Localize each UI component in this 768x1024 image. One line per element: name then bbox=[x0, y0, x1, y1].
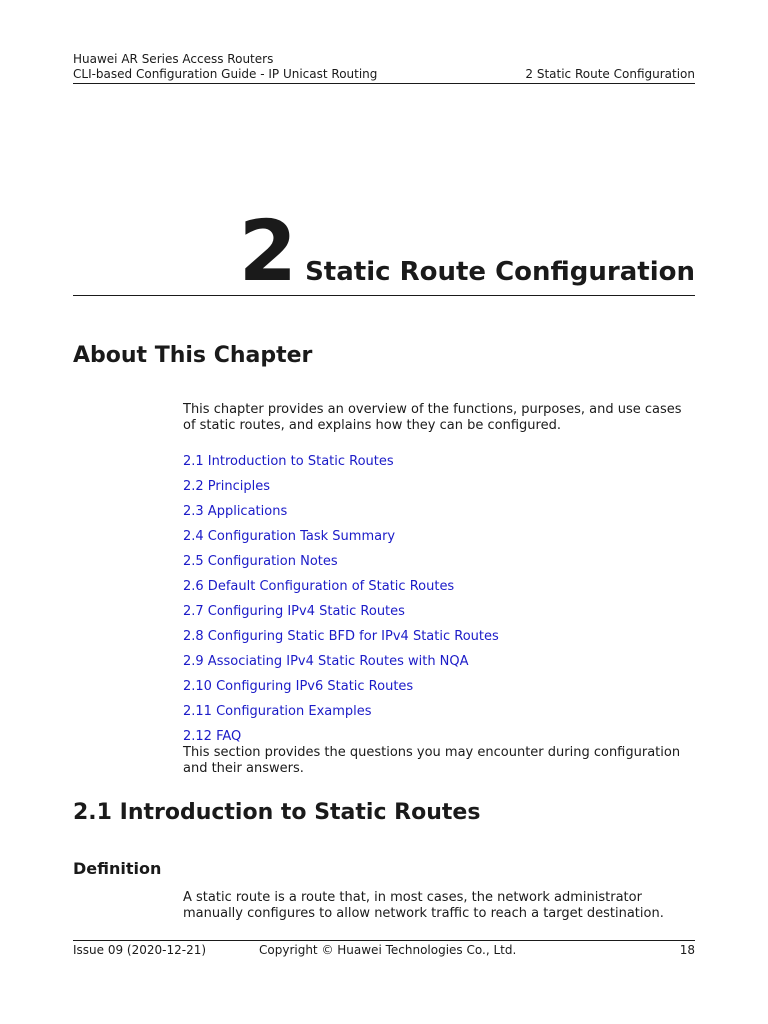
header-row bbox=[73, 67, 695, 84]
chapter-number: 2 bbox=[238, 202, 296, 300]
faq-description: This section provides the questions you may encounter during configuration and their answers. bbox=[183, 745, 681, 776]
toc-item bbox=[183, 704, 695, 729]
toc-item bbox=[183, 479, 695, 504]
about-paragraph: This chapter provides an overview of the functions, purposes, and use cases of static routes, and explains how they can be configured. bbox=[183, 402, 682, 433]
header-product: Huawei AR Series Access Routers bbox=[73, 52, 274, 66]
chapter-heading-inner bbox=[238, 202, 695, 300]
toc-link-2-2[interactable]: 2.2 Principles bbox=[183, 479, 271, 494]
toc-link-2-8[interactable]: 2.8 Configuring Static BFD for IPv4 Static Routes bbox=[183, 629, 499, 644]
toc-item bbox=[183, 654, 695, 679]
footer-page-number: 18 bbox=[679, 943, 695, 957]
toc-link-2-9[interactable]: 2.9 Associating IPv4 Static Routes with NQA bbox=[183, 654, 469, 669]
toc-item bbox=[183, 579, 695, 604]
subsection-heading: Definition bbox=[73, 859, 162, 878]
about-heading: About This Chapter bbox=[73, 343, 313, 368]
chapter-toc bbox=[183, 454, 695, 777]
toc-link-2-7[interactable]: 2.7 Configuring IPv4 Static Routes bbox=[183, 604, 405, 619]
toc-link-2-10[interactable]: 2.10 Configuring IPv6 Static Routes bbox=[183, 679, 414, 694]
toc-item bbox=[183, 629, 695, 654]
header-guide-title: CLI-based Configuration Guide - IP Unicast Routing bbox=[73, 67, 378, 81]
header-chapter-title: 2 Static Route Configuration bbox=[525, 67, 695, 81]
chapter-heading bbox=[73, 202, 695, 300]
footer-issue: Issue 09 (2020-12-21) bbox=[73, 943, 207, 957]
page-footer bbox=[73, 940, 695, 957]
toc-link-2-1[interactable]: 2.1 Introduction to Static Routes bbox=[183, 454, 394, 469]
toc-item bbox=[183, 729, 695, 777]
definition-paragraph: A static route is a route that, in most cases, the network administrator manually configures to allow network traffic to reach a target destination. bbox=[183, 890, 664, 921]
toc-link-2-4[interactable]: 2.4 Configuration Task Summary bbox=[183, 529, 396, 544]
toc-link-2-12[interactable]: 2.12 FAQ bbox=[183, 729, 242, 744]
toc-item bbox=[183, 529, 695, 554]
toc-link-2-11[interactable]: 2.11 Configuration Examples bbox=[183, 704, 372, 719]
toc-item bbox=[183, 454, 695, 479]
toc-item bbox=[183, 604, 695, 629]
toc-link-2-5[interactable]: 2.5 Configuration Notes bbox=[183, 554, 338, 569]
page-header bbox=[73, 52, 695, 84]
toc-link-2-6[interactable]: 2.6 Default Configuration of Static Routes bbox=[183, 579, 455, 594]
section-heading: 2.1 Introduction to Static Routes bbox=[73, 800, 481, 825]
chapter-title: Static Route Configuration bbox=[305, 257, 695, 287]
toc-item bbox=[183, 679, 695, 704]
footer-copyright: Copyright © Huawei Technologies Co., Ltd. bbox=[259, 943, 517, 957]
toc-link-2-3[interactable]: 2.3 Applications bbox=[183, 504, 288, 519]
toc-item bbox=[183, 554, 695, 579]
toc-item bbox=[183, 504, 695, 529]
